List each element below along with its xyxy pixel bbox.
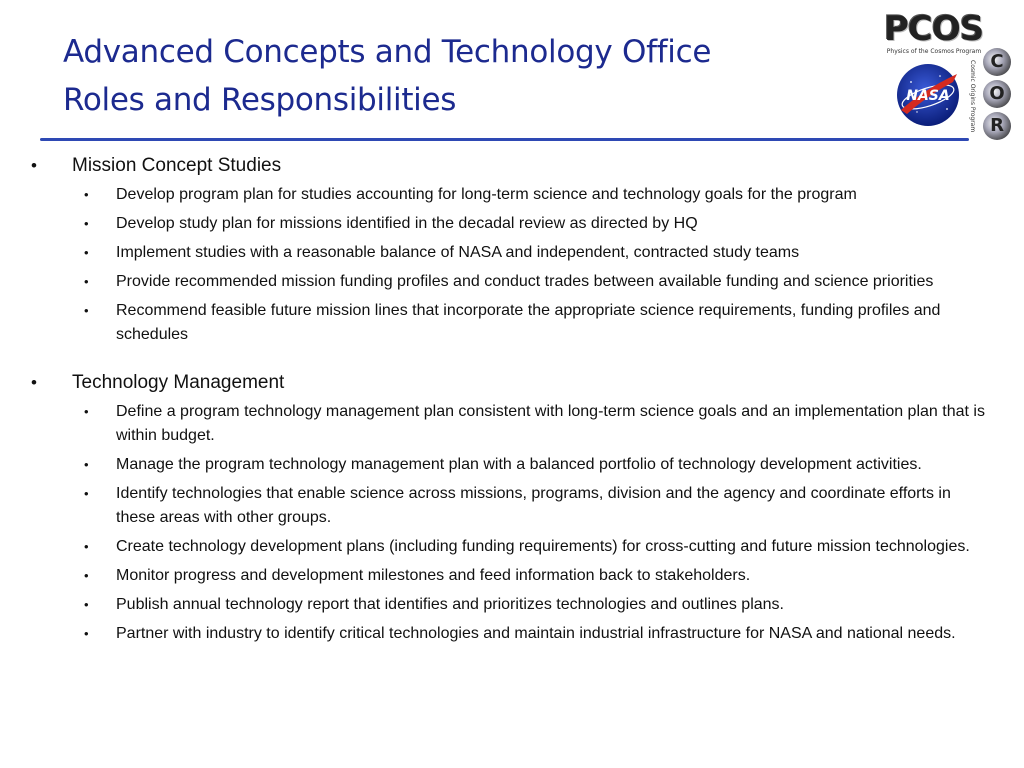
list-item-text: Monitor progress and development milestones and feed information back to stakeholders. bbox=[116, 567, 751, 584]
list-item bbox=[0, 241, 1024, 265]
list-item bbox=[0, 270, 1024, 294]
section-heading-text: Mission Concept Studies bbox=[72, 155, 282, 176]
section-technology-management bbox=[0, 369, 1024, 646]
nasa-logo-text: NASA bbox=[906, 88, 950, 104]
bullet-icon: • bbox=[84, 597, 89, 612]
list-item bbox=[0, 212, 1024, 236]
list-item bbox=[0, 535, 1024, 559]
list-item-text: Provide recommended mission funding profiles and conduct trades between available funding and science priorities bbox=[116, 273, 934, 290]
bullet-icon: • bbox=[84, 245, 89, 260]
pcos-logo: PCOS bbox=[884, 9, 984, 49]
slide-title-line-2: Roles and Responsibilities bbox=[63, 82, 457, 118]
list-item-text: Publish annual technology report that identifies and prioritizes technologies and outlines plans. bbox=[116, 596, 784, 613]
section-heading bbox=[0, 369, 1024, 397]
list-item bbox=[0, 453, 1024, 477]
bullet-icon: • bbox=[84, 568, 89, 583]
section-heading-text: Technology Management bbox=[72, 372, 285, 393]
bullet-icon: • bbox=[84, 274, 89, 289]
section-mission-concept-studies bbox=[0, 152, 1024, 347]
list-item-text: Develop program plan for studies accounting for long-term science and technology goals for the program bbox=[116, 186, 857, 203]
cor-logo-letter: R bbox=[983, 112, 1011, 140]
section-heading bbox=[0, 152, 1024, 180]
list-item-text: Develop study plan for missions identified in the decadal review as directed by HQ bbox=[116, 215, 698, 232]
title-divider bbox=[40, 138, 969, 141]
slide-title-line-1: Advanced Concepts and Technology Office bbox=[63, 34, 712, 70]
nasa-logo-star bbox=[939, 75, 941, 77]
nasa-logo-star bbox=[910, 81, 912, 83]
nasa-logo bbox=[893, 60, 963, 130]
sub-bullet-list bbox=[0, 400, 1024, 646]
bullet-icon: • bbox=[84, 486, 89, 501]
cor-logo-letter: C bbox=[983, 48, 1011, 76]
bullet-icon: • bbox=[84, 539, 89, 554]
nasa-logo-star bbox=[916, 111, 917, 112]
list-item-text: Manage the program technology management plan with a balanced portfolio of technology development activities. bbox=[116, 456, 922, 473]
bullet-icon: • bbox=[84, 404, 89, 419]
cor-logo-subtitle: Cosmic Origins Program bbox=[969, 60, 976, 133]
bullet-icon: • bbox=[31, 373, 37, 392]
list-item-text: Identify technologies that enable science across missions, programs, division and the agency and coordinate efforts in these areas with other groups. bbox=[116, 485, 951, 526]
nasa-logo-star bbox=[946, 108, 948, 110]
list-item bbox=[0, 183, 1024, 207]
slide-body bbox=[0, 152, 1024, 651]
bullet-icon: • bbox=[84, 303, 89, 318]
bullet-icon: • bbox=[84, 216, 89, 231]
list-item-text: Create technology development plans (including funding requirements) for cross-cutting and future mission technologies. bbox=[116, 538, 970, 555]
list-item-text: Define a program technology management plan consistent with long-term science goals and an implementation plan that is within budget. bbox=[116, 403, 985, 444]
cor-logo bbox=[983, 48, 1013, 140]
bullet-icon: • bbox=[84, 626, 89, 641]
list-item-text: Partner with industry to identify critical technologies and maintain industrial infrastructure for NASA and national needs. bbox=[116, 625, 956, 642]
list-item bbox=[0, 564, 1024, 588]
list-item bbox=[0, 482, 1024, 530]
slide-title bbox=[63, 28, 843, 124]
list-item-text: Recommend feasible future mission lines that incorporate the appropriate science requirements, funding profiles and schedules bbox=[116, 302, 941, 343]
list-item bbox=[0, 400, 1024, 448]
list-item-text: Implement studies with a reasonable balance of NASA and independent, contracted study teams bbox=[116, 244, 800, 261]
bullet-icon: • bbox=[31, 156, 37, 175]
bullet-icon: • bbox=[84, 457, 89, 472]
list-item bbox=[0, 299, 1024, 347]
list-item bbox=[0, 622, 1024, 646]
bullet-icon: • bbox=[84, 187, 89, 202]
cor-logo-letter: O bbox=[983, 80, 1011, 108]
sub-bullet-list bbox=[0, 183, 1024, 347]
list-item bbox=[0, 593, 1024, 617]
pcos-logo-subtitle: Physics of the Cosmos Program bbox=[886, 48, 982, 55]
